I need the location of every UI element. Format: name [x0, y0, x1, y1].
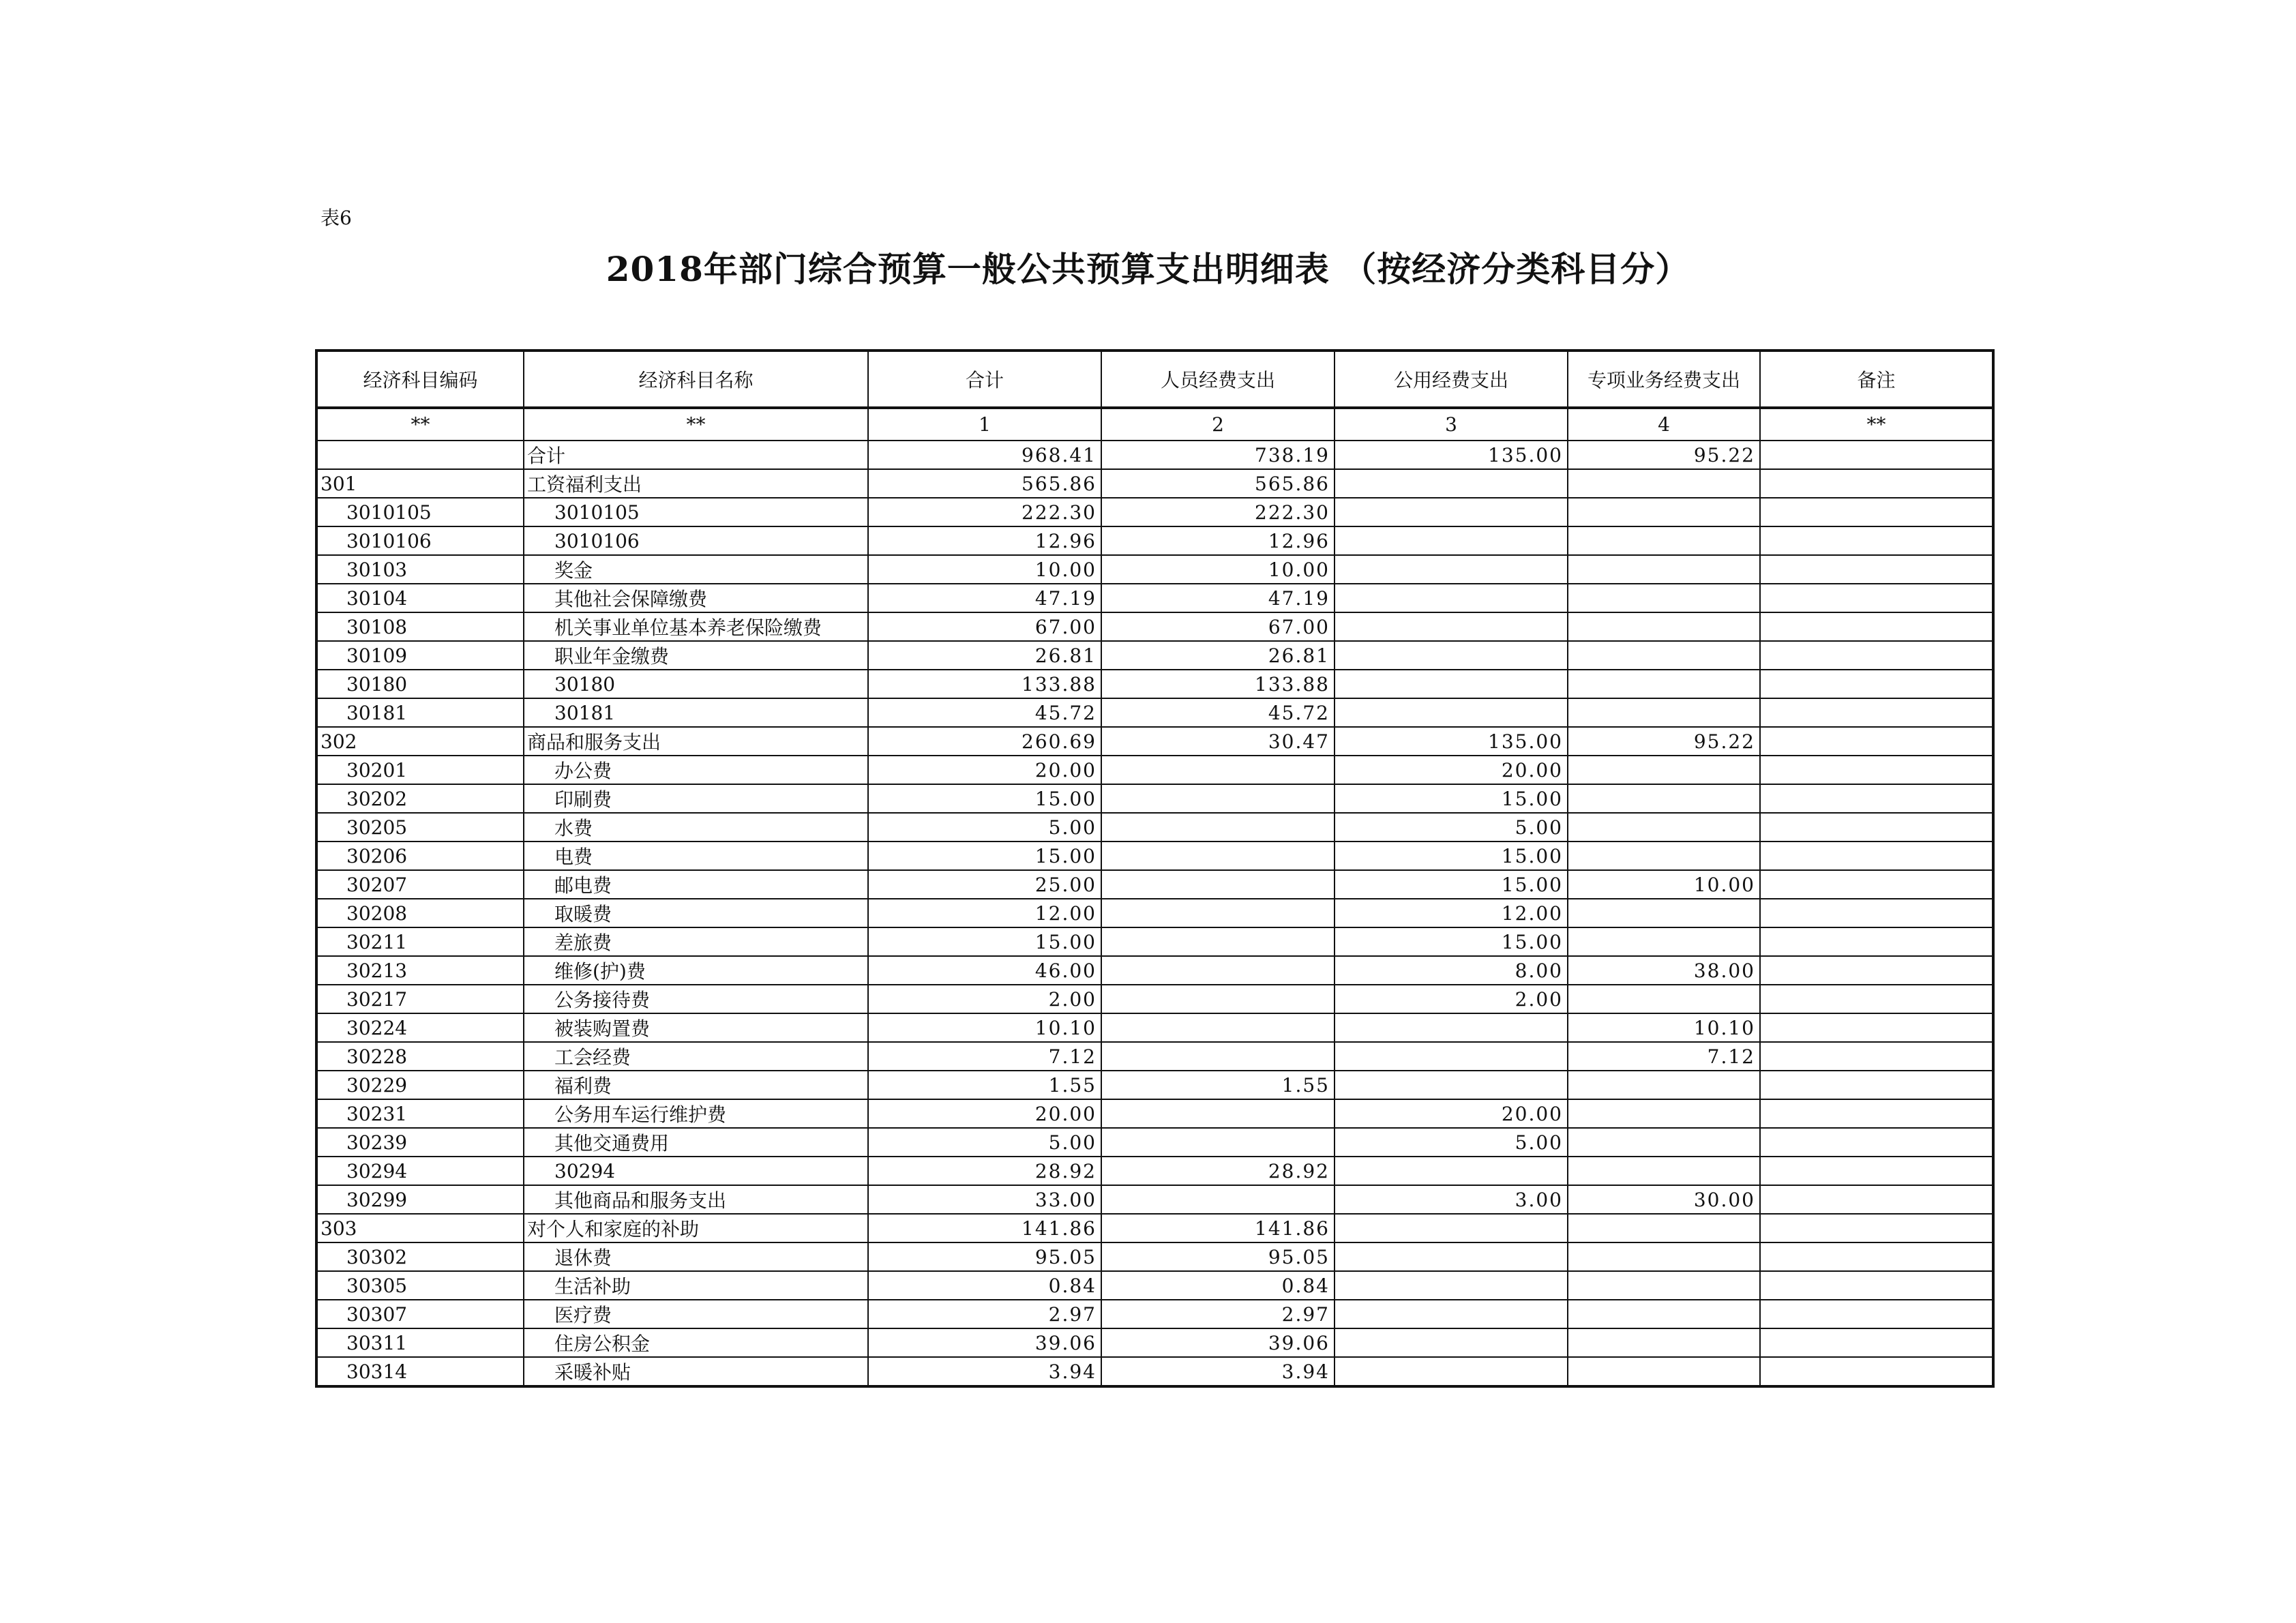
table-row: [316, 1214, 1993, 1242]
note-cell: [1760, 1185, 1993, 1214]
special-cell: [1568, 469, 1760, 498]
personnel-cell: [1101, 1013, 1335, 1042]
special-cell: [1568, 698, 1760, 727]
note-cell: [1760, 870, 1993, 899]
column-header: 经济科目编码: [316, 351, 524, 408]
personnel-cell: 67.00: [1101, 612, 1335, 641]
total-cell: 141.86: [868, 1214, 1101, 1242]
public-cell: 15.00: [1335, 784, 1568, 813]
personnel-cell: [1101, 756, 1335, 784]
column-number: 4: [1568, 408, 1760, 441]
special-cell: 30.00: [1568, 1185, 1760, 1214]
table-row: [316, 469, 1993, 498]
special-cell: [1568, 813, 1760, 842]
public-cell: [1335, 1271, 1568, 1300]
public-cell: [1335, 670, 1568, 698]
total-cell: 12.96: [868, 526, 1101, 555]
table-row: [316, 1300, 1993, 1328]
note-cell: [1760, 756, 1993, 784]
public-cell: [1335, 1300, 1568, 1328]
total-cell: 1.55: [868, 1071, 1101, 1099]
name-cell: 其他社会保障缴费: [524, 584, 868, 612]
column-number-row: [316, 408, 1993, 441]
note-cell: [1760, 1357, 1993, 1386]
table-row: [316, 784, 1993, 813]
public-cell: [1335, 641, 1568, 670]
table-row: [316, 1099, 1993, 1128]
personnel-cell: [1101, 1185, 1335, 1214]
code-cell: 30180: [316, 670, 524, 698]
note-cell: [1760, 584, 1993, 612]
total-cell: 222.30: [868, 498, 1101, 526]
public-cell: 8.00: [1335, 956, 1568, 985]
total-cell: 968.41: [868, 441, 1101, 469]
table-label: 表6: [320, 207, 352, 229]
page-title: 2018年部门综合预算一般公共预算支出明细表 （按经济分类科目分）: [606, 249, 1690, 289]
special-cell: [1568, 1328, 1760, 1357]
table-row: [316, 1357, 1993, 1386]
code-cell: 30231: [316, 1099, 524, 1128]
personnel-cell: 0.84: [1101, 1271, 1335, 1300]
name-cell: 邮电费: [524, 870, 868, 899]
special-cell: [1568, 1071, 1760, 1099]
total-cell: 10.10: [868, 1013, 1101, 1042]
name-cell: 办公费: [524, 756, 868, 784]
name-cell: 机关事业单位基本养老保险缴费: [524, 612, 868, 641]
special-cell: [1568, 584, 1760, 612]
column-number: 2: [1101, 408, 1335, 441]
name-cell: 对个人和家庭的补助: [524, 1214, 868, 1242]
public-cell: 12.00: [1335, 899, 1568, 927]
personnel-cell: 45.72: [1101, 698, 1335, 727]
special-cell: [1568, 1214, 1760, 1242]
special-cell: [1568, 899, 1760, 927]
public-cell: [1335, 584, 1568, 612]
table-row: [316, 1042, 1993, 1071]
total-cell: 133.88: [868, 670, 1101, 698]
table-row: [316, 1271, 1993, 1300]
personnel-cell: 47.19: [1101, 584, 1335, 612]
special-cell: [1568, 612, 1760, 641]
personnel-cell: 141.86: [1101, 1214, 1335, 1242]
code-cell: 3010105: [316, 498, 524, 526]
code-cell: 301: [316, 469, 524, 498]
name-cell: 3010105: [524, 498, 868, 526]
personnel-cell: 2.97: [1101, 1300, 1335, 1328]
personnel-cell: [1101, 927, 1335, 956]
table-row: [316, 498, 1993, 526]
personnel-cell: 3.94: [1101, 1357, 1335, 1386]
special-cell: [1568, 670, 1760, 698]
total-cell: 260.69: [868, 727, 1101, 756]
table-row: [316, 899, 1993, 927]
personnel-cell: 222.30: [1101, 498, 1335, 526]
total-cell: 5.00: [868, 1128, 1101, 1157]
special-cell: 95.22: [1568, 441, 1760, 469]
note-cell: [1760, 1271, 1993, 1300]
code-cell: 30108: [316, 612, 524, 641]
personnel-cell: [1101, 870, 1335, 899]
table-row: [316, 1128, 1993, 1157]
public-cell: [1335, 498, 1568, 526]
public-cell: [1335, 526, 1568, 555]
total-cell: 46.00: [868, 956, 1101, 985]
table-row: [316, 1328, 1993, 1357]
total-cell: 47.19: [868, 584, 1101, 612]
code-cell: 30307: [316, 1300, 524, 1328]
public-cell: [1335, 1328, 1568, 1357]
table-row: [316, 956, 1993, 985]
note-cell: [1760, 1071, 1993, 1099]
code-cell: 30202: [316, 784, 524, 813]
public-cell: 5.00: [1335, 813, 1568, 842]
public-cell: 15.00: [1335, 870, 1568, 899]
special-cell: [1568, 842, 1760, 870]
table-row: [316, 584, 1993, 612]
name-cell: 其他商品和服务支出: [524, 1185, 868, 1214]
name-cell: 福利费: [524, 1071, 868, 1099]
code-cell: 30305: [316, 1271, 524, 1300]
name-cell: 合计: [524, 441, 868, 469]
name-cell: 公务用车运行维护费: [524, 1099, 868, 1128]
column-header: 人员经费支出: [1101, 351, 1335, 408]
code-cell: 3010106: [316, 526, 524, 555]
code-cell: 30224: [316, 1013, 524, 1042]
total-cell: 15.00: [868, 842, 1101, 870]
total-cell: 15.00: [868, 784, 1101, 813]
total-cell: 7.12: [868, 1042, 1101, 1071]
name-cell: 印刷费: [524, 784, 868, 813]
code-cell: 30213: [316, 956, 524, 985]
total-cell: 20.00: [868, 756, 1101, 784]
code-cell: 30109: [316, 641, 524, 670]
total-cell: 2.97: [868, 1300, 1101, 1328]
personnel-cell: 26.81: [1101, 641, 1335, 670]
name-cell: 取暖费: [524, 899, 868, 927]
special-cell: [1568, 641, 1760, 670]
code-cell: 30302: [316, 1242, 524, 1271]
total-cell: 45.72: [868, 698, 1101, 727]
name-cell: 职业年金缴费: [524, 641, 868, 670]
note-cell: [1760, 899, 1993, 927]
table-row: [316, 612, 1993, 641]
column-number: **: [316, 408, 524, 441]
note-cell: [1760, 813, 1993, 842]
note-cell: [1760, 1300, 1993, 1328]
special-cell: [1568, 1242, 1760, 1271]
code-cell: 30211: [316, 927, 524, 956]
note-cell: [1760, 469, 1993, 498]
name-cell: 退休费: [524, 1242, 868, 1271]
table-row: [316, 1013, 1993, 1042]
total-cell: 28.92: [868, 1157, 1101, 1185]
note-cell: [1760, 1242, 1993, 1271]
total-cell: 39.06: [868, 1328, 1101, 1357]
name-cell: 30181: [524, 698, 868, 727]
total-cell: 15.00: [868, 927, 1101, 956]
total-cell: 10.00: [868, 555, 1101, 584]
personnel-cell: [1101, 813, 1335, 842]
table-row: [316, 756, 1993, 784]
table-row: [316, 842, 1993, 870]
public-cell: 135.00: [1335, 441, 1568, 469]
name-cell: 被装购置费: [524, 1013, 868, 1042]
total-cell: 67.00: [868, 612, 1101, 641]
special-cell: [1568, 1357, 1760, 1386]
special-cell: 10.00: [1568, 870, 1760, 899]
public-cell: [1335, 612, 1568, 641]
personnel-cell: 1.55: [1101, 1071, 1335, 1099]
code-cell: 30314: [316, 1357, 524, 1386]
public-cell: [1335, 1357, 1568, 1386]
table-row: [316, 441, 1993, 469]
special-cell: [1568, 756, 1760, 784]
note-cell: [1760, 1128, 1993, 1157]
public-cell: 5.00: [1335, 1128, 1568, 1157]
special-cell: [1568, 1300, 1760, 1328]
public-cell: [1335, 1013, 1568, 1042]
code-cell: 30294: [316, 1157, 524, 1185]
column-number: 1: [868, 408, 1101, 441]
table-row: [316, 1071, 1993, 1099]
column-number: 3: [1335, 408, 1568, 441]
personnel-cell: 30.47: [1101, 727, 1335, 756]
name-cell: 工资福利支出: [524, 469, 868, 498]
code-cell: 30207: [316, 870, 524, 899]
note-cell: [1760, 641, 1993, 670]
note-cell: [1760, 555, 1993, 584]
table-row: [316, 727, 1993, 756]
special-cell: 95.22: [1568, 727, 1760, 756]
public-cell: 2.00: [1335, 985, 1568, 1013]
total-cell: 25.00: [868, 870, 1101, 899]
note-cell: [1760, 1157, 1993, 1185]
special-cell: [1568, 1271, 1760, 1300]
code-cell: 30205: [316, 813, 524, 842]
name-cell: 采暖补贴: [524, 1357, 868, 1386]
total-cell: 33.00: [868, 1185, 1101, 1214]
name-cell: 医疗费: [524, 1300, 868, 1328]
note-cell: [1760, 985, 1993, 1013]
public-cell: 15.00: [1335, 842, 1568, 870]
special-cell: [1568, 498, 1760, 526]
table-row: [316, 1185, 1993, 1214]
personnel-cell: 738.19: [1101, 441, 1335, 469]
special-cell: [1568, 1099, 1760, 1128]
special-cell: [1568, 985, 1760, 1013]
public-cell: [1335, 698, 1568, 727]
code-cell: 30217: [316, 985, 524, 1013]
name-cell: 3010106: [524, 526, 868, 555]
personnel-cell: [1101, 784, 1335, 813]
personnel-cell: [1101, 842, 1335, 870]
personnel-cell: 565.86: [1101, 469, 1335, 498]
note-cell: [1760, 441, 1993, 469]
special-cell: [1568, 927, 1760, 956]
special-cell: 38.00: [1568, 956, 1760, 985]
column-number: **: [524, 408, 868, 441]
name-cell: 30180: [524, 670, 868, 698]
name-cell: 30294: [524, 1157, 868, 1185]
code-cell: 303: [316, 1214, 524, 1242]
personnel-cell: 12.96: [1101, 526, 1335, 555]
note-cell: [1760, 1042, 1993, 1071]
note-cell: [1760, 1099, 1993, 1128]
personnel-cell: [1101, 899, 1335, 927]
note-cell: [1760, 526, 1993, 555]
public-cell: 135.00: [1335, 727, 1568, 756]
table-row: [316, 670, 1993, 698]
public-cell: [1335, 1214, 1568, 1242]
special-cell: [1568, 555, 1760, 584]
code-cell: 302: [316, 727, 524, 756]
code-cell: 30104: [316, 584, 524, 612]
code-cell: 30208: [316, 899, 524, 927]
expenditure-table: [315, 349, 1995, 1388]
note-cell: [1760, 698, 1993, 727]
name-cell: 差旅费: [524, 927, 868, 956]
public-cell: 15.00: [1335, 927, 1568, 956]
note-cell: [1760, 498, 1993, 526]
code-cell: [316, 441, 524, 469]
total-cell: 26.81: [868, 641, 1101, 670]
note-cell: [1760, 727, 1993, 756]
name-cell: 工会经费: [524, 1042, 868, 1071]
code-cell: 30206: [316, 842, 524, 870]
code-cell: 30103: [316, 555, 524, 584]
personnel-cell: [1101, 1042, 1335, 1071]
special-cell: 7.12: [1568, 1042, 1760, 1071]
note-cell: [1760, 1328, 1993, 1357]
total-cell: 5.00: [868, 813, 1101, 842]
name-cell: 水费: [524, 813, 868, 842]
personnel-cell: [1101, 985, 1335, 1013]
special-cell: 10.10: [1568, 1013, 1760, 1042]
table-row: [316, 813, 1993, 842]
personnel-cell: 39.06: [1101, 1328, 1335, 1357]
code-cell: 30181: [316, 698, 524, 727]
public-cell: [1335, 1071, 1568, 1099]
total-cell: 0.84: [868, 1271, 1101, 1300]
personnel-cell: [1101, 956, 1335, 985]
note-cell: [1760, 1013, 1993, 1042]
total-cell: 565.86: [868, 469, 1101, 498]
code-cell: 30311: [316, 1328, 524, 1357]
public-cell: 3.00: [1335, 1185, 1568, 1214]
column-header: 公用经费支出: [1335, 351, 1568, 408]
table-row: [316, 698, 1993, 727]
total-cell: 3.94: [868, 1357, 1101, 1386]
special-cell: [1568, 526, 1760, 555]
column-header: 经济科目名称: [524, 351, 868, 408]
code-cell: 30229: [316, 1071, 524, 1099]
note-cell: [1760, 956, 1993, 985]
total-cell: 12.00: [868, 899, 1101, 927]
header-row: [316, 351, 1993, 408]
column-header: 合计: [868, 351, 1101, 408]
code-cell: 30239: [316, 1128, 524, 1157]
public-cell: [1335, 1157, 1568, 1185]
code-cell: 30228: [316, 1042, 524, 1071]
name-cell: 公务接待费: [524, 985, 868, 1013]
note-cell: [1760, 842, 1993, 870]
table-row: [316, 526, 1993, 555]
public-cell: [1335, 1042, 1568, 1071]
name-cell: 奖金: [524, 555, 868, 584]
public-cell: [1335, 555, 1568, 584]
name-cell: 其他交通费用: [524, 1128, 868, 1157]
table-row: [316, 1242, 1993, 1271]
personnel-cell: 10.00: [1101, 555, 1335, 584]
name-cell: 商品和服务支出: [524, 727, 868, 756]
total-cell: 20.00: [868, 1099, 1101, 1128]
personnel-cell: [1101, 1128, 1335, 1157]
code-cell: 30201: [316, 756, 524, 784]
name-cell: 电费: [524, 842, 868, 870]
note-cell: [1760, 927, 1993, 956]
column-header: 专项业务经费支出: [1568, 351, 1760, 408]
total-cell: 95.05: [868, 1242, 1101, 1271]
code-cell: 30299: [316, 1185, 524, 1214]
public-cell: 20.00: [1335, 1099, 1568, 1128]
public-cell: 20.00: [1335, 756, 1568, 784]
table-row: [316, 641, 1993, 670]
note-cell: [1760, 612, 1993, 641]
special-cell: [1568, 784, 1760, 813]
table-body: [316, 408, 1993, 1386]
table-row: [316, 927, 1993, 956]
public-cell: [1335, 469, 1568, 498]
personnel-cell: [1101, 1099, 1335, 1128]
public-cell: [1335, 1242, 1568, 1271]
column-header: 备注: [1760, 351, 1993, 408]
table-row: [316, 870, 1993, 899]
table-row: [316, 555, 1993, 584]
total-cell: 2.00: [868, 985, 1101, 1013]
personnel-cell: 95.05: [1101, 1242, 1335, 1271]
table-row: [316, 985, 1993, 1013]
name-cell: 生活补助: [524, 1271, 868, 1300]
personnel-cell: 28.92: [1101, 1157, 1335, 1185]
note-cell: [1760, 1214, 1993, 1242]
personnel-cell: 133.88: [1101, 670, 1335, 698]
special-cell: [1568, 1157, 1760, 1185]
name-cell: 住房公积金: [524, 1328, 868, 1357]
special-cell: [1568, 1128, 1760, 1157]
table-row: [316, 1157, 1993, 1185]
column-number: **: [1760, 408, 1993, 441]
note-cell: [1760, 670, 1993, 698]
name-cell: 维修(护)费: [524, 956, 868, 985]
note-cell: [1760, 784, 1993, 813]
